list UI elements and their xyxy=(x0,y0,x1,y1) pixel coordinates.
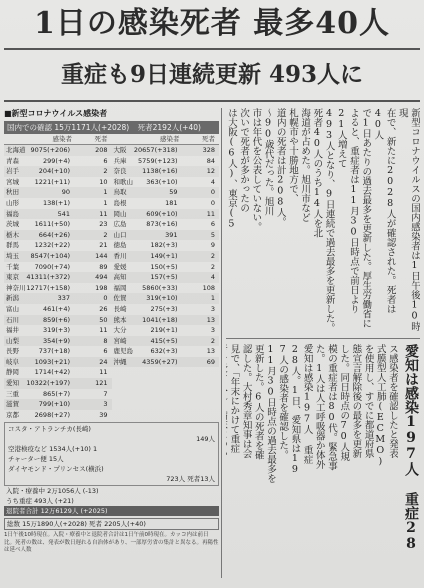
prefecture-column-right xyxy=(112,145,220,420)
main-article xyxy=(226,108,420,334)
case-count: 1232(+22) xyxy=(34,241,70,250)
subheadline-rule xyxy=(4,100,420,102)
table-row xyxy=(112,357,220,368)
table-row xyxy=(4,240,112,251)
domestic-total-bar xyxy=(4,121,219,134)
case-count: 319(+3) xyxy=(42,326,70,335)
death-count: 21 xyxy=(99,241,108,250)
table-row xyxy=(4,272,112,283)
death-count: 2 xyxy=(210,262,215,271)
table-row xyxy=(4,378,112,389)
table-row xyxy=(112,346,220,357)
death-count: 198 xyxy=(95,283,108,292)
death-count: 6 xyxy=(210,220,215,229)
case-count: 7090(+74) xyxy=(34,262,70,271)
prefecture-name: 埼玉 xyxy=(6,251,19,260)
article-line: 11月30日時点の過去最多を xyxy=(264,344,276,483)
prefecture-name: 沖縄 xyxy=(113,357,127,366)
death-count: 7 xyxy=(103,389,108,398)
sub-headline: 重症も9日連続更新 493人に xyxy=(60,61,364,88)
table-row xyxy=(4,177,112,188)
case-count: 138(+1) xyxy=(42,198,70,207)
case-count: 2698(+27) xyxy=(34,410,70,419)
table-footnote: 1日午後10時現在。入院・療養中と退院者合計は1日午前0時現在。カッコ内は前日比。死者の数は、発表が数日遅れる自治体があり、一部厚労省の集計と異なる。再陽性は延べ人数 xyxy=(4,532,219,554)
death-count: 108 xyxy=(202,283,215,292)
death-count: 69 xyxy=(206,357,215,366)
prefecture-name: 福岡 xyxy=(113,283,127,292)
table-row xyxy=(112,230,220,241)
case-count: 275(+3) xyxy=(150,304,178,313)
prefecture-name: 香川 xyxy=(113,251,127,260)
table-row xyxy=(112,262,220,273)
prefecture-name: 石川 xyxy=(6,315,19,324)
prefecture-name: 群馬 xyxy=(6,241,19,250)
prefecture-name: 宮城 xyxy=(6,177,19,186)
hospitalized-line: 入院・療養中 2万1056人 (-13) xyxy=(6,487,99,496)
table-row xyxy=(112,198,220,209)
prefecture-name: 鳥取 xyxy=(113,188,127,197)
case-count: 5860(+33) xyxy=(142,283,178,292)
case-count: 90 xyxy=(61,188,70,197)
death-count: 39 xyxy=(99,410,108,419)
prefecture-name: 東京 xyxy=(6,273,19,282)
article-line: 在で、新たに2028人が確認された。死者は40人 xyxy=(372,108,396,314)
table-row xyxy=(112,304,220,315)
case-count: 859(+6) xyxy=(42,315,70,324)
prefecture-name: 新潟 xyxy=(6,294,19,303)
article-line: 札幌市や十勝地方で、 xyxy=(286,108,298,203)
article-line: 認した。大村秀章知事は会 xyxy=(240,344,252,458)
prefecture-name: 愛媛 xyxy=(113,262,127,271)
prefecture-name: 鹿児島 xyxy=(113,347,133,356)
death-count: 3 xyxy=(103,400,108,409)
col-cases: 感染者 xyxy=(52,135,72,143)
table-row xyxy=(112,166,220,177)
death-count: 10 xyxy=(99,177,108,186)
case-count: 157(+5) xyxy=(150,273,178,282)
article-line: 見で、「年末にかけて重症 xyxy=(228,344,240,454)
prefecture-name: 和歌山 xyxy=(113,177,133,186)
column-header xyxy=(4,134,219,145)
prefecture-name: 徳島 xyxy=(113,241,127,250)
case-count: 1138(+16) xyxy=(142,167,178,176)
table-row xyxy=(4,251,112,262)
table-row xyxy=(4,410,112,421)
aichi-headline: 愛知は感染197人 重症28 xyxy=(403,344,419,552)
table-row xyxy=(112,156,220,167)
case-count: 337 xyxy=(57,294,70,303)
case-count: 354(+9) xyxy=(42,336,70,345)
airport-quarantine: 空港検疫など 1534人(+10) 1 xyxy=(8,445,98,454)
death-count: 24 xyxy=(99,357,108,366)
col-deaths: 死者 xyxy=(94,135,108,143)
case-count: 391 xyxy=(165,230,178,239)
prefecture-name: 福島 xyxy=(6,209,19,218)
article-line xyxy=(226,344,227,580)
death-count: 3 xyxy=(210,304,215,313)
ship1-cases: 149人 xyxy=(196,435,215,444)
table-row xyxy=(112,251,220,262)
prefecture-name: 長野 xyxy=(6,347,19,356)
charter-flights: チャーター便 15人 xyxy=(8,455,64,464)
death-count: 11 xyxy=(99,209,108,218)
death-count: 5 xyxy=(210,230,215,239)
table-row xyxy=(4,166,112,177)
case-count: 8547(+104) xyxy=(30,251,70,260)
death-count: 0 xyxy=(210,198,215,207)
prefecture-name: 長崎 xyxy=(113,304,127,313)
case-count: 1611(+50) xyxy=(34,220,70,229)
article-line: ～90歳代だった。旭川 xyxy=(262,108,274,216)
article-line: 7人の感染者を確認した。 xyxy=(277,344,289,460)
death-count: 9 xyxy=(210,241,215,250)
table-row xyxy=(112,145,220,156)
prefecture-name: 千葉 xyxy=(6,262,19,271)
table-row xyxy=(4,283,112,294)
case-count: 632(+3) xyxy=(150,347,178,356)
case-count: 1041(+18) xyxy=(142,315,178,324)
death-count: 2 xyxy=(103,167,108,176)
prefecture-name: 静岡 xyxy=(6,368,19,377)
prefecture-name: 三重 xyxy=(6,389,19,398)
col-pref xyxy=(4,134,26,144)
case-count: 1714(+42) xyxy=(34,368,70,377)
case-count: 541 xyxy=(57,209,70,218)
article-line: 28人。1日、愛知県は19 xyxy=(289,344,301,475)
death-count: 2 xyxy=(210,336,215,345)
table-row xyxy=(112,209,220,220)
article-line: よると、重症者は11月30日時点で前日より21人増えて xyxy=(335,108,359,314)
death-count: 13 xyxy=(206,347,215,356)
case-count: 41311(+372) xyxy=(26,273,70,282)
prefecture-name: 大分 xyxy=(113,326,127,335)
death-count: 1 xyxy=(210,294,215,303)
article-divider xyxy=(226,338,420,339)
death-count: 13 xyxy=(206,315,215,324)
article-line: 式膜型人工肺(ECMO) xyxy=(374,344,386,467)
death-count: 4 xyxy=(210,177,215,186)
article-line: 新型コロナウイルスの国内感染者は1日午後10時現 xyxy=(396,108,420,331)
death-count: 6 xyxy=(103,347,108,356)
article-line: を使用し、すでに都道府県 xyxy=(362,344,374,458)
world-total-line: 総数 15万1890人(+2028) 死者 2205人(+40) xyxy=(4,518,219,530)
death-count: 6 xyxy=(103,156,108,165)
case-count: 149(+1) xyxy=(150,251,178,260)
death-count: 4 xyxy=(210,273,215,282)
table-row xyxy=(4,336,112,347)
table-row xyxy=(4,209,112,220)
case-count: 182(+3) xyxy=(150,241,178,250)
death-count: 89 xyxy=(99,262,108,271)
table-row xyxy=(112,177,220,188)
case-count: 5759(+123) xyxy=(138,156,178,165)
ship2-cases: 723人 死者13人 xyxy=(166,475,215,484)
table-row xyxy=(4,262,112,273)
prefecture-name: 広島 xyxy=(113,220,127,229)
death-count: 12 xyxy=(206,167,215,176)
table-row xyxy=(112,272,220,283)
death-count: 1 xyxy=(103,188,108,197)
prefecture-name: 岩手 xyxy=(6,167,19,176)
case-count: 737(+18) xyxy=(38,347,70,356)
death-count: 0 xyxy=(103,294,108,303)
article-line: 道内の死者は計208人。 xyxy=(274,108,286,227)
article-line: 更新した。6人の死者を確 xyxy=(252,344,264,460)
table-row xyxy=(4,187,112,198)
prefecture-column-left xyxy=(4,145,112,420)
death-count: 11 xyxy=(99,368,108,377)
article-line: 模の重症者は80代。緊急事 xyxy=(325,344,337,471)
prefecture-name: 滋賀 xyxy=(6,400,19,409)
article-line: 493人となり、9日連続で過去最多を更新した。 xyxy=(323,108,335,333)
case-count: 609(+10) xyxy=(146,209,178,218)
prefecture-name: 宮崎 xyxy=(113,336,127,345)
article-line: 市は年代を公表していない。 xyxy=(250,108,262,232)
case-count: 873(+16) xyxy=(146,220,178,229)
death-count: 2 xyxy=(210,251,215,260)
case-count: 865(+7) xyxy=(42,389,70,398)
table-row xyxy=(4,293,112,304)
case-count: 664(+26) xyxy=(38,230,70,239)
table-row xyxy=(4,346,112,357)
table-row xyxy=(4,198,112,209)
table-row xyxy=(112,187,220,198)
column-divider xyxy=(221,108,222,578)
table-row xyxy=(4,219,112,230)
table-row xyxy=(112,240,220,251)
prefecture-name: 秋田 xyxy=(6,188,19,197)
death-count: 144 xyxy=(95,251,108,260)
case-count: 799(+10) xyxy=(38,400,70,409)
table-row xyxy=(4,230,112,241)
death-count: 50 xyxy=(99,315,108,324)
col-cases-2: 感染者 xyxy=(160,135,180,143)
article-line: 死者40人のうち14人を北 xyxy=(311,108,323,238)
table-row xyxy=(112,283,220,294)
article-line: で1日あたりの過去最多を更新した。厚生労働省に xyxy=(360,108,372,328)
deaths-total: 死者2192人(+40) xyxy=(137,123,201,132)
prefecture-name: 神奈川 xyxy=(6,283,26,292)
prefecture-name: 青森 xyxy=(6,156,19,165)
table-row xyxy=(4,357,112,368)
prefecture-name: 愛知 xyxy=(6,379,19,388)
prefecture-name: 富山 xyxy=(6,304,19,313)
death-count: 1 xyxy=(103,198,108,207)
ship2-name: ダイヤモンド・プリンセス(横浜) xyxy=(8,465,104,474)
prefecture-name: 高知 xyxy=(113,273,127,282)
case-count: 59 xyxy=(169,188,178,197)
table-row xyxy=(4,389,112,400)
death-count: 494 xyxy=(95,273,108,282)
prefecture-name: 大阪 xyxy=(113,146,127,154)
prefecture-name: 岐阜 xyxy=(6,357,19,366)
case-count: 219(+1) xyxy=(150,326,178,335)
case-count: 415(+5) xyxy=(150,336,178,345)
death-count: 84 xyxy=(206,156,215,165)
aichi-article xyxy=(226,344,398,580)
table-row xyxy=(4,156,112,167)
case-count: 10322(+197) xyxy=(26,379,70,388)
case-count: 204(+10) xyxy=(38,167,70,176)
domestic-total: 国内での確認 15万1171人(+2028) xyxy=(7,123,130,132)
prefecture-name: 奈良 xyxy=(113,167,127,176)
table-title: ■新型コロナウイルス感染者 xyxy=(4,109,108,118)
table-row xyxy=(4,145,112,156)
death-count: 208 xyxy=(95,146,108,154)
case-count: 1221(+11) xyxy=(34,177,70,186)
table-row xyxy=(4,325,112,336)
article-line: た。1人は人工呼吸器か体外 xyxy=(313,344,325,469)
prefecture-name: 福井 xyxy=(6,326,19,335)
case-count: 1093(+21) xyxy=(34,357,70,366)
article-line: ス感染者を確認したと発表 xyxy=(387,344,398,458)
case-count: 181 xyxy=(165,198,178,207)
table-row xyxy=(112,219,220,230)
prefecture-grid xyxy=(4,145,219,420)
prefecture-name: 栃木 xyxy=(6,230,19,239)
main-headline: 1日の感染死者 最多40人 xyxy=(33,6,391,41)
table-row xyxy=(112,293,220,304)
prefecture-name: 島根 xyxy=(113,198,127,207)
article-line: は大阪(6人)、東京(5 xyxy=(226,108,237,230)
article-line: した。同日時点の70人規 xyxy=(338,344,350,461)
death-count: 11 xyxy=(206,209,215,218)
death-count: 3 xyxy=(210,326,215,335)
prefecture-name: 山梨 xyxy=(6,336,19,345)
table-row xyxy=(4,399,112,410)
case-count: 20657(+318) xyxy=(133,146,178,154)
death-count: 121 xyxy=(95,379,108,388)
death-count: 23 xyxy=(99,220,108,229)
article-line: 海道が占めた。旭川市など xyxy=(299,108,311,222)
case-count: 150(+5) xyxy=(150,262,178,271)
table-row xyxy=(112,325,220,336)
case-count: 4359(+27) xyxy=(142,357,178,366)
case-count: 363(+10) xyxy=(146,177,178,186)
case-count: 9075(+206) xyxy=(30,146,70,154)
prefecture-name: 岡山 xyxy=(113,209,127,218)
col-deaths-2: 死者 xyxy=(202,135,215,143)
ship1-name: コスタ・アトランチカ(長崎) xyxy=(8,425,91,434)
severe-line: うち重症 493人 (+21) xyxy=(6,497,74,506)
death-count: 328 xyxy=(202,146,215,154)
prefecture-name: 京都 xyxy=(6,410,19,419)
article-line: 愛知は感染197人 重症 xyxy=(301,344,313,464)
ship-and-airport-box xyxy=(4,422,219,486)
prefecture-name: 茨城 xyxy=(6,220,19,229)
death-count: 2 xyxy=(103,230,108,239)
case-count: 319(+10) xyxy=(146,294,178,303)
death-count: 0 xyxy=(210,188,215,197)
article-line: 次いで死者が多かったの xyxy=(238,108,250,213)
prefecture-name: 佐賀 xyxy=(113,294,127,303)
death-count: 8 xyxy=(103,336,108,345)
death-count: 11 xyxy=(99,326,108,335)
case-count: 299(+4) xyxy=(42,156,70,165)
case-count: 12717(+158) xyxy=(26,283,70,292)
prefecture-name: 熊本 xyxy=(113,315,127,324)
prefecture-name: 北海道 xyxy=(6,146,26,154)
article-line: 態宣言解除後の最多を更新 xyxy=(350,344,362,458)
table-row xyxy=(4,304,112,315)
table-row xyxy=(112,336,220,347)
table-row xyxy=(4,367,112,378)
prefecture-name: 兵庫 xyxy=(113,156,127,165)
table-row xyxy=(4,315,112,326)
death-count: 26 xyxy=(99,304,108,313)
prefecture-name: 山形 xyxy=(6,198,19,207)
case-count: 461(+4) xyxy=(42,304,70,313)
prefecture-name: 山口 xyxy=(113,230,127,239)
infection-table xyxy=(4,108,219,568)
discharged-line: 退院者合計 12万6129人 (+2025) xyxy=(4,506,219,516)
table-row xyxy=(112,315,220,326)
headline-rule xyxy=(4,48,420,50)
